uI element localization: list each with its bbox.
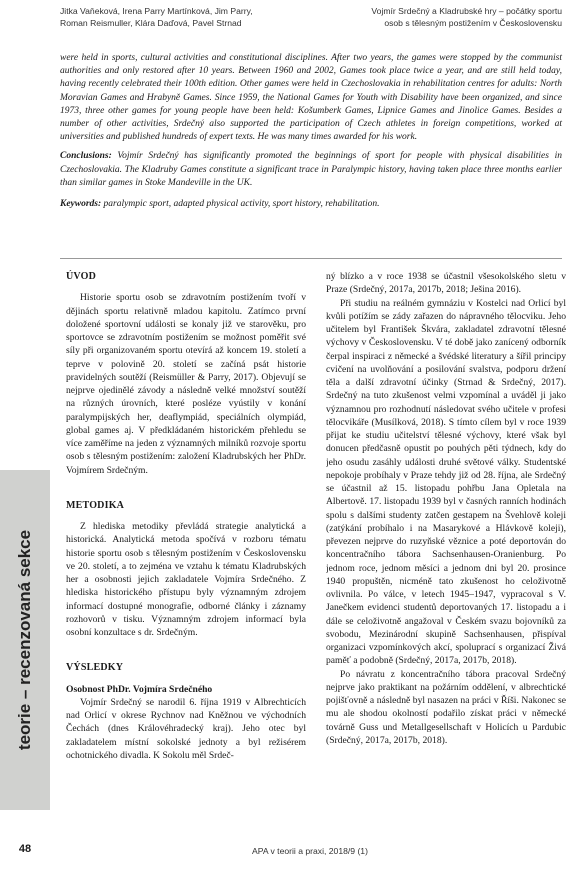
abstract-paragraph: were held in sports, cultural activities and constitutional disciplines. After two years, the games were stopped by the communist authorities and only restored after 10 years. Between 1960 and 2002, Games took place twice a year, and are still held today, having recently celebrated their 100th edition. Other games were held in Czechoslovakia in rehabilitation centres for adults: North Moravian Games and Hrabyně Games. Since 1959, the National Games for Youth with Disability have been organized, and since 1973, three other games for young people have been held: Košumberk Games, Lipnice Games and Jinolice Games. Besides a number of other activities, Srdečný also supported the participation of Czech athletes in foreign competitions, worked at universities and published hundreds of expert texts. He was many times awarded for his work. [60, 53, 562, 143]
header-title-line2: osob s tělesným postižením v Československu [384, 17, 562, 28]
journal-footer: APA v teorii a praxi, 2018/9 (1) [252, 846, 368, 856]
header-authors-line2: Roman Reismuller, Klára Daďová, Pavel Strnad [60, 17, 242, 28]
paragraph-gymnazium: Při studiu na reálném gymnáziu v Kostelci nad Orlicí byl kvůli potížím se zády zařazen do nápravného tělocviku. Jeho učitelem byl František Škvára, zakladatel zdravotní tělesné výchovy v Československu. V té době jako zanícený odborník čerpal inspiraci z německé a švédské literatury a šířil principy cvičení na uvolňování a posilování svalstva, podporu držení těla a další zdravotní účinky (Strnad & Srdečný, 2017). Srdečný na tuto zkušenost velmi vzpomínal a uváděl ji jako významnou pro rozhodnutí následovat svého učitele v profesi tělocvikáře (Musílková, 2018). S tímto cílem byl v roce 1939 přijat ke studiu učitelství tělesné výchovy, které však byl donucen předčasně opustit po pouhých pěti týdnech, kdy do jeho osudu zasáhly události druhé světové války. Studentské nepokoje probíhaly v Praze tehdy již od 28. října, ale Srdečný se účastnil až 15. listopadu pohřbu Jana Opletala na Albertově. 17. listopadu 1939 byl v časných ranních hodinách spolu s dalšími studenty zatčen gestapem na Švehlově koleji (zatýkání probíhalo i na Masarykové a Hlávkově koleji), převezen nejprve do ruzyňské věznice a poté deportován do koncentračního tábora Sachsenhausen-Oranienburg. Po jednom roce, jednom měsíci a jednom dni byl 20. prosince 1940 propuštěn, nicméně tato zkušenost ho celoživotně ovlivnila. Po válce, v letech 1945–1947, vypracoval s V. Janečkem evidenci studentů deportovaných 17. listopadu a i dále se celoživotně angažoval v Českém svazu bojovníků za svobodu, Mezinárodní skupině Sachsenhausen, přispíval organizaci vzpomínkových akcí, spoluprací s organizací Živá paměť a podobně (Srdečný, 2017a, 2017b, 2018). [326, 297, 566, 667]
header-title-line1: Vojmír Srdečný a Kladrubské hry – počátky sportu [371, 6, 562, 16]
section-divider [60, 258, 562, 259]
header-authors [60, 6, 253, 29]
paragraph-metodika: Z hlediska metodiky převládá strategie analytická a historická. Analytická metoda spočívá v rozboru tématu historie sportu osob s tělesným postižením v Československu ve 20. století, a to zejména ve vztahu k tématu Kladrubských her a osobnosti jejich zakladatele Vojmíra Srdečného. Z hlediska historického přístupu byly významným zdrojem informací dostupné monografie, odborné články i záznamy rozhovorů v tisku. Významným zdrojem informací byla osobní konzultace s dr. Srdečným. [66, 521, 306, 638]
abstract [60, 52, 562, 217]
right-column [326, 270, 566, 834]
paragraph-osobnost: Vojmír Srdečný se narodil 6. října 1919 v Albrechticích nad Orlicí v okrese Rychnov nad Kněžnou ve východních Čechách (dnes Královéhradecký kraj). Jeho otec byl zakladatelem místní sokolské jednoty a byl režisérem ochotnického divadla. K Sokolu měl Srdeč- [66, 696, 306, 761]
section-side-tab [0, 470, 50, 810]
conclusions-text: Vojmír Srdečný has significantly promoted the beginnings of sport for people with physical disabilities in Czechoslovakia. The Kladruby Games constitute a significant trace in Paralympic history, having taken place three months earlier than similar games in Stoke Mandeville in the UK. [60, 151, 562, 188]
abstract-conclusions [60, 150, 562, 190]
header-title [371, 6, 562, 29]
running-header [60, 6, 562, 46]
header-authors-line1: Jitka Vaňeková, Irena Parry Martínková, Jim Parry, [60, 6, 253, 16]
keywords-label: Keywords: [60, 199, 102, 210]
page-number: 48 [18, 843, 32, 855]
keywords-text: paralympic sport, adapted physical activity, sport history, rehabilitation. [101, 199, 380, 210]
subheading-osobnost: Osobnost PhDr. Vojmíra Srdečného [66, 683, 213, 695]
paragraph-continued: ný blízko a v roce 1938 se účastnil všesokolského sletu v Praze (Srdečný, 2017a, 2017b, 2018; Ješina 2016). [326, 271, 566, 296]
heading-uvod: ÚVOD [66, 271, 97, 282]
paragraph-navrat: Po návratu z koncentračního tábora pracoval Srdečný nejprve jako praktikant na požárním oddělení, v albrechtické pojišťovně a následně byl nasazen na práci v Říši. Nakonec se mu ale shodou okolností podařilo získat práci v německé továrně Guss und Metallgesellschaft v Holicích u Pardubic (Srdečný, 2017a, 2017b, 2018). [326, 668, 566, 746]
conclusions-label: Conclusions: [60, 151, 112, 162]
heading-metodika: METODIKA [66, 499, 125, 511]
side-tab-label: teorie – recenzovaná sekce [15, 529, 34, 751]
left-column [66, 270, 306, 834]
abstract-keywords [60, 198, 562, 211]
heading-vysledky: VÝSLEDKY [66, 662, 124, 674]
paragraph-uvod: Historie sportu osob se zdravotním postižením tvoří v dějinách sportu relativně mladou kapitolu. Zatímco první doložené sportovní události se konaly již ve starověku, pro sportovce se zdravotním postižením se možnost poměřit své síly při organizovaném sportu otevírá až koncem 19. století a teprve v polovině 20. století se začíná psát historie pravidelných soutěží (Reismüller & Parry, 2017). Objevují se nejprve ojedinělé závody a následně velké množství soutěží na různých úrovních, které posléze vyústily v konání paralympijských her, deaflympiád, speciálních olympiád, global games aj. V předkládaném historickém přehledu se více zaměříme na jeden z významných milníků rozvoje sportu osob s tělesným postižením: založení Kladrubských her PhDr. Vojmírem Srdečným. [66, 292, 306, 476]
